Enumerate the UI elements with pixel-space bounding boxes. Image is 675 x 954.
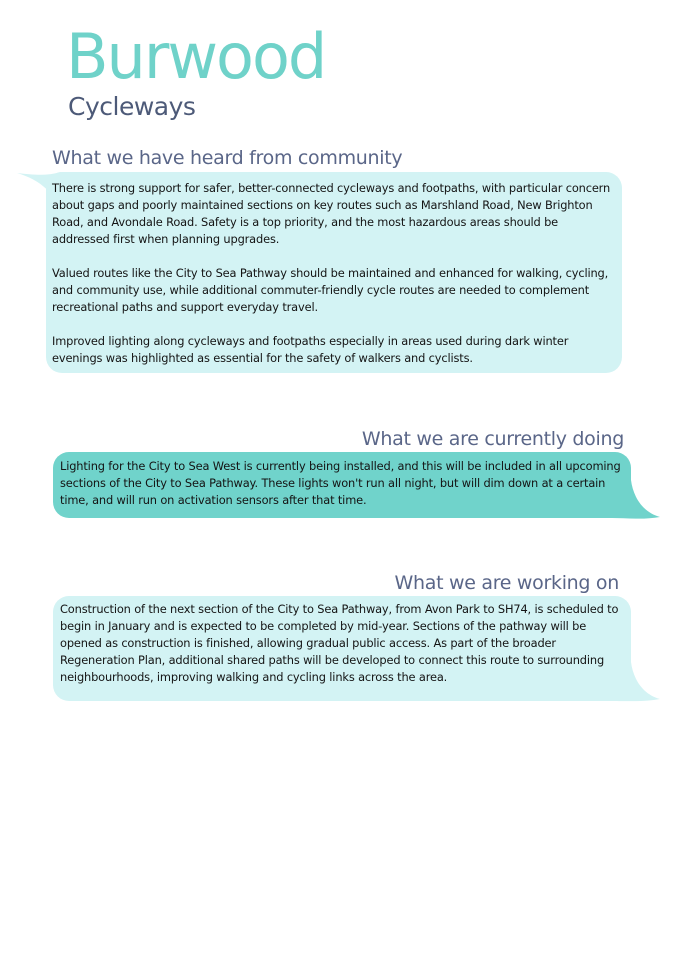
section-heading-current: What we are currently doing — [361, 428, 624, 450]
community-paragraph: There is strong support for safer, better-connected cycleways and footpaths, with particular concern about gaps and poorly maintained sections on key routes such as Marshland Road, New Brighton Road, and Avondale Road. Safety is a top priority, and the most hazardous areas should be addressed first when planning upgrades. — [52, 181, 611, 246]
community-paragraph: Improved lighting along cycleways and footpaths especially in areas used during dark winter evenings was highlighted as essential for the safety of walkers and cyclists. — [52, 334, 569, 365]
page-title: Burwood — [66, 20, 326, 93]
speech-bubble-community — [46, 172, 622, 373]
community-paragraph: Valued routes like the City to Sea Pathway should be maintained and enhanced for walking, cycling, and community use, while additional commuter-friendly cycle routes are needed to complement recreational paths and support everyday travel. — [52, 266, 609, 314]
current-paragraph: Lighting for the City to Sea West is currently being installed, and this will be included in all upcoming sections of the City to Sea Pathway. These lights won't run all night, but will dim down at a certain time, and will run on activation sensors after that time. — [60, 459, 621, 507]
working-on-paragraph: Construction of the next section of the City to Sea Pathway, from Avon Park to SH74, is scheduled to begin in January and is expected to be completed by mid-year. Sections of the pathway will be opened as construction is finished, allowing gradual public access. As part of the broader Regeneration Plan, additional shared paths will be developed to connect this route to surrounding neighbourhoods, improving walking and cycling links across the area. — [60, 602, 619, 684]
section-heading-community: What we have heard from community — [52, 147, 403, 169]
page-subtitle: Cycleways — [68, 92, 196, 121]
speech-bubble-working-on — [53, 596, 631, 701]
section-heading-working-on: What we are working on — [394, 572, 619, 594]
speech-bubble-current — [53, 452, 631, 518]
